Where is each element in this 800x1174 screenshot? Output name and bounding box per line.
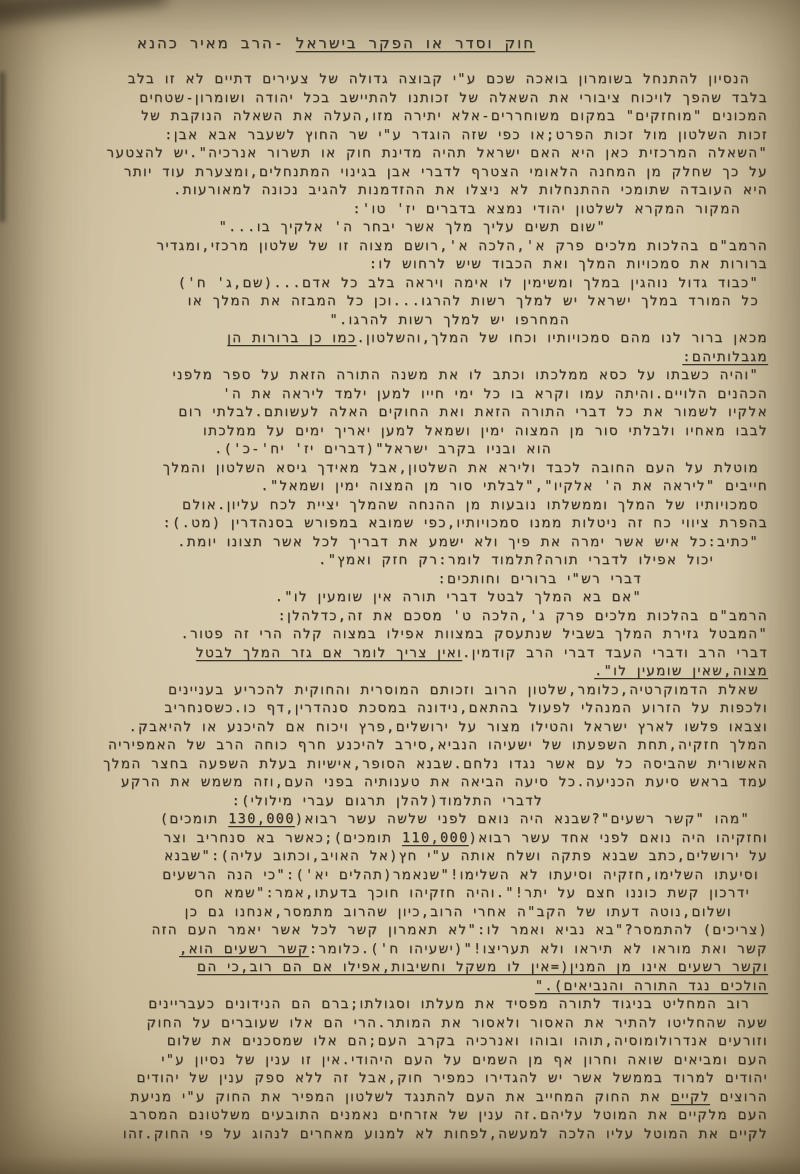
underlined-text: 110,000 [401, 829, 469, 846]
underlined-text: מגבלותיהם: [682, 348, 768, 365]
text-segment: לדברי התלמוד(להלן תרגום עברי מילולי): [231, 792, 543, 809]
text-line [28, 847, 768, 866]
text-line [28, 311, 570, 330]
text-line [28, 866, 759, 885]
underlined-text: ואין צריך לומר אם גזר המלך לבטל [195, 644, 463, 661]
text-segment: בהפרת ציווי כח זה ניטלות ממנו סמכויותיו,כפי שמובא במפורש בסנהדרין (מט.): [162, 515, 768, 531]
text-line [28, 329, 768, 348]
text-segment: סמכויותיו של המלך וממשלתו נובעות מן ההנחה שהמלך יציית לכח עליון.אולם [182, 496, 759, 513]
text-segment: תומכים) [159, 811, 229, 827]
text-segment: המחרפו יש למלך רשות להרגו." [329, 311, 570, 328]
text-segment: לבבו מאחיו ולבלתי סור מן המצוה ימין ושמאל למען יאריך ימים על ממלכתו [202, 422, 768, 439]
text-line [28, 644, 768, 663]
text-line [28, 921, 768, 940]
text-segment: העם מלקיים את המוטל עליהם.זה ענין של אזרחים נאמנים התובעים משלטונם המסרב [129, 1107, 768, 1123]
text-segment: וצבאו פלשו לארץ ישראל והטילו מצור על ירושלים,פרץ ויכוח אם להיכנע או להיאבק. [128, 718, 768, 735]
text-segment: "כתיב:כל איש אשר ימרה את פיך ולא ישמע את דבריך לכל אשר תצונו יומת. [177, 533, 759, 550]
text-line [28, 385, 768, 404]
text-line [28, 1106, 768, 1125]
text-line [28, 274, 759, 293]
text-segment: את החוק המחייב את העם להתנגד לשלטון המפיר את החוק ע"י מניעת [130, 1088, 671, 1105]
text-line [28, 403, 768, 422]
text-segment: וחזקיהו היה נואם לפני אחד עשר רבוא( [468, 829, 768, 846]
text-line [28, 70, 750, 89]
text-line [28, 1069, 768, 1088]
text-segment: הנסיון להתנחל בשומרון בואכה שכם ע"י קבוצה גדולה של צעירים דתיים לא זו בלב [127, 71, 750, 87]
text-line [28, 1014, 768, 1033]
text-line [28, 736, 768, 755]
text-line [28, 699, 768, 718]
text-line [28, 810, 750, 829]
text-segment: מכאן ברור לנו מהם סמכויותיו וכחו של המלך,והשלטון. [356, 330, 768, 346]
text-line [28, 940, 768, 959]
underlined-text: כמו כן ברורות הן [227, 330, 357, 346]
text-line [28, 829, 768, 848]
text-line [28, 218, 606, 237]
text-line [28, 681, 759, 700]
text-segment: כל המורד במלך ישראל יש למלך רשות להרגו...וכן כל המבזה את המלך או [187, 293, 759, 309]
text-segment: המכונים "מוחזקים" במקום משוחררים-אלא יתירה מזו,העלה את השאלה הנוקבת של [141, 108, 768, 124]
text-segment: העם ומביאים שואה וחרון אף מן השמים על העם היהודי.אין זו ענין של נסיון ע"י [161, 1051, 768, 1068]
text-line [28, 977, 768, 996]
text-line [28, 126, 768, 145]
text-line [28, 533, 759, 552]
text-line [28, 903, 732, 922]
underlined-text: 130,000 [228, 811, 295, 827]
text-segment: ולכפות על הזרוע המנהלי לפעול בהתאם,נידונה במסכת סנהדרין,דף כו.כשסנחריב [164, 700, 768, 716]
scan-shadow-bottom [0, 1156, 800, 1174]
text-line [28, 958, 768, 977]
scan-dark-edge-left [0, 72, 5, 222]
title-author-text: -הרב מאיר כהנא [136, 34, 296, 52]
text-line [28, 144, 768, 163]
underlined-text: לקיים [670, 1088, 710, 1105]
text-line [28, 995, 750, 1014]
text-line [28, 237, 768, 256]
text-segment: (צריכים) להתמסר?"בא נביא ואמר לו:"לא תאמרון קשר לכל אשר יאמר העם הזה [151, 922, 768, 938]
text-segment: בלבד שהפך לויכוח ציבורי את השאלה של זכותנו להתיישב בכל יהודה ושומרון-שטחים [139, 89, 768, 106]
text-segment: "מהו "קשר רשעים"?שבנא היה נואם לפני שלשה עשר רבוא( [294, 811, 750, 827]
document-body [28, 70, 768, 1143]
text-line [28, 107, 768, 126]
underlined-text: הולכים נגד התורה והנביאים)." [534, 977, 768, 994]
text-segment: על כך שחלק מן המחנה הלאומי הצטרף לדברי אבן בגינוי המתנחלים,ומצערת עוד יותר [123, 163, 768, 180]
text-segment: הרמב"ם בהלכות מלכים פרק א',הלכה א',רושם מצוה זו של שלטון מרכזי,ומגדיר [156, 237, 768, 254]
text-line [28, 477, 768, 496]
text-segment: היא העובדה שתומכי ההתנחלות לא ניצלו את ההזדמנות להגיב נכונה למאורעות. [173, 182, 768, 198]
text-segment: הרמב"ם בהלכות מלכים פרק ג',הלכה ט' מסכם את זה,כדלהלן: [277, 607, 768, 624]
text-line [28, 588, 642, 607]
text-line [28, 440, 552, 459]
text-line [28, 625, 768, 644]
text-line [28, 200, 741, 219]
text-segment: שעה שהחליטו להתיר את האסור ולאסור את המותר.הרי הם אלו שעוברים על החוק [146, 1014, 768, 1031]
text-segment: דברי רש"י ברורים וחותכים: [437, 570, 642, 587]
document-title [28, 34, 535, 52]
text-segment: מוטלת על העם החובה לכבד ולירא את השלטון,אבל מאידך גיסא השלטון והמלך [162, 459, 759, 476]
text-line [28, 551, 714, 570]
text-line [28, 366, 759, 385]
text-segment: ושלום,נוטה דעתו של הקב"ה אחרי הרוב,כיון שהרוב מתמסר,אנחנו גם כן [184, 903, 732, 920]
text-line [28, 292, 759, 311]
text-segment: וזורעים אנדרולומוסיה,תוהו ובוהו ואנרכיה בקרב העם;הם אלו שמסכנים את שלום [166, 1033, 768, 1049]
text-segment: ברורות את סמכויות המלך ואת הכבוד שיש לרחוש לו: [368, 256, 768, 272]
text-segment: עמד בראש סיעת הכניעה.כל סיעה הביאה את טענותיה בפני העם,וזה משמש את הרקע [120, 774, 768, 790]
text-line [28, 884, 750, 903]
text-segment: קשר ואת מוראו לא תיראו ולא תעריצו!"(ישעיהו ח').כלומר: [308, 940, 768, 957]
text-segment: רוב המחליט בניגוד לתורה מפסיד את מעלתו וסגולתו;ברם הם הנידונים כעבריינים [148, 996, 750, 1012]
text-line [28, 773, 768, 792]
text-line [28, 1051, 768, 1070]
text-line [28, 570, 642, 589]
text-line [28, 718, 768, 737]
text-line [28, 792, 543, 811]
text-segment: "אם בא המלך לבטל דברי תורה אין שומעין לו". [274, 589, 642, 605]
text-segment: יהודים למרוד בממשל אשר יש להגדירו כמפיר חוק,אבל זה ללא ספק ענין של יהודים [136, 1070, 768, 1086]
text-line [28, 1032, 768, 1051]
underlined-text: וקשר רשעים אינו מן המנין(=אין לו משקל וחשיבות,אפילו אם הם רוב,כי הם [197, 959, 768, 975]
text-segment: אלקיו לשמור את כל דברי התורה הזאת ואת החוקים האלה לעשותם.לבלתי רום [178, 404, 768, 420]
text-segment: זכות השלטון מול זכות הפרט;או כפי שזה הוגדר ע"י שר החוץ לשעבר אבא אבן: [164, 126, 768, 143]
text-line [28, 422, 768, 441]
title-underlined-text: חוק וסדר או הפקר בישראל [295, 34, 535, 52]
text-line [28, 181, 768, 200]
text-line [28, 348, 768, 367]
text-segment: יכול אפילו לדברי תורה?תלמוד לומר:רק חזק ואמץ". [318, 552, 714, 568]
text-segment: המקור המקרא לשלטון יהודי נמצא בדברים יז' טו': [352, 200, 741, 217]
text-segment: הוא ובניו בקרב ישראל"(דברים יז' יח'-כ'). [214, 441, 552, 457]
underlined-text: קשר רשעים הוא, [179, 940, 309, 957]
text-segment: האשורית שהביסה כל עם אשר נגדו נלחם.שבנא הסופר,אישיות בעלת השפעה בחצר המלך [103, 755, 768, 772]
text-line [28, 89, 768, 108]
text-segment: המלך חזקיה,תחת השפעתו של ישעיהו הנביא,סירב להיכנע חרף כוחה הרב של האמפיריה [108, 737, 768, 753]
text-segment: "השאלה המרכזית כאן היא האם ישראל תהיה מדינת חוק או תשרור אנרכיה".יש להצטער [106, 145, 768, 161]
text-line [28, 1088, 768, 1107]
scan-smudge-top-left [0, 0, 167, 28]
text-segment: הכהנים הלויים.והיתה עמו וקרא בו כל ימי חייו למען ילמד ליראה את ה' [222, 385, 768, 402]
text-line [28, 755, 768, 774]
text-segment: לקיים את המוטל עליו הלכה למעשה,לפחות לא למנוע מאחרים לנהוג על פי החוק.זהו [122, 1125, 768, 1142]
text-line [28, 255, 768, 274]
text-segment: "המבטל גזירת המלך בשביל שנתעסק במצוות אפילו במצוה קלה הרי זה פטור. [180, 626, 768, 642]
text-segment: חייבים "ליראה את ה' אלקיו","לבלתי סור מן המצוה ימין ושמאל". [260, 478, 768, 494]
text-line [28, 496, 759, 515]
text-line [28, 662, 768, 681]
text-line [28, 514, 768, 533]
text-line [28, 1125, 768, 1144]
text-segment: שאלת הדמוקרטיה,כלומר,שלטון הרוב וזכותם המוסרית והחוקית להכריע בעניינים [168, 681, 759, 698]
text-line [28, 607, 768, 626]
underlined-text: מצוה,שאין שומעין לו". [594, 663, 768, 679]
text-line [28, 459, 759, 478]
text-line [28, 163, 768, 182]
text-segment: "והיה כשבתו על כסא ממלכתו וכתב לו את משנה התורה הזאת על ספר מלפני [172, 367, 759, 383]
text-segment: הרוצים [709, 1088, 768, 1105]
text-segment: תומכים);כאשר בא סנחריב וצר [163, 829, 402, 846]
text-segment: ידרכון קשת כוננו חצם על יתר!".והיה חזקיהו חוכך בדעתו,אמר:"שמא חס [194, 885, 750, 901]
text-segment: על ירושלים,כתב שבנא פתקה ושלח אותה ע"י חץ(אל האויב,וכתוב עליה):"שבנא [164, 848, 768, 864]
text-segment: דברי הרב ודברי העבד דברי הרב קודמין. [462, 644, 768, 661]
text-segment: "כבוד גדול נוהגין במלך ומשימין לו אימה ויראה בלב כל אדם...(שם,ג' ח') [177, 274, 759, 291]
text-segment: "שום תשים עליך מלך אשר יבחר ה' אלקיך בו..." [218, 219, 606, 235]
text-segment: וסיעתו השלימו,חזקיה וסיעתו לא השלימו!"שנאמר(תהלים יא'):"כי הנה הרשעים [162, 866, 759, 883]
